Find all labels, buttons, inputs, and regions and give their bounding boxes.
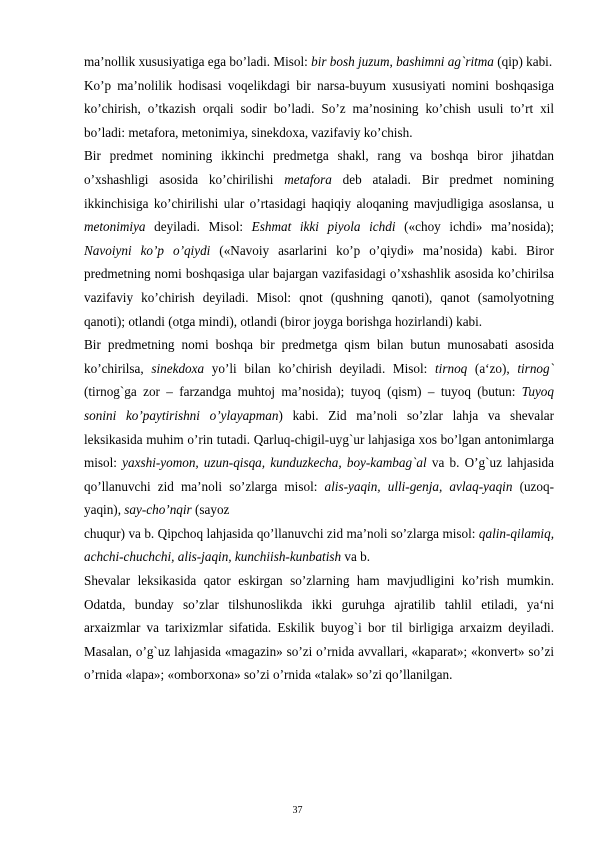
text-run: Ko’p ma’nolilik hodisasi voqelikdagi bir narsa-buyum xususiyati nomini boshqasiga ko’chirish, o’tkazish orqali sodir bo’ladi. So’z ma’nosining ko’chish usuli to’rt xil bo’ladi: metafora, metonimiya, sinekdoxa, vazifaviy ko’chish. <box>84 77 554 140</box>
page-body <box>84 50 554 687</box>
text-run: (sayoz <box>191 502 230 518</box>
italic-term: Navoiyni ko’p o’qiydi <box>84 242 211 258</box>
italic-term: say-cho’nqir <box>124 502 192 518</box>
italic-term: alis-yaqin, ulli-genja, avlaq-yaqin <box>324 478 513 494</box>
text-run: deyiladi. Misol: <box>145 219 252 235</box>
text-run: chuqur) va b. Qipchoq lahjasida qo’llanuvchi zid ma’noli so’zlarga misol: <box>84 525 479 541</box>
paragraph-2 <box>84 74 554 145</box>
text-run: Shevalar leksikasida qator eskirgan so’zlarning ham mavjudligini ko’rish mumkin. Odatda, bunday so’zlar tilshunoslikda ikki guruhga ajratilib tahlil etiladi, ya‘ni arxaizmlar va tarixizmlar sifatida. Eskilik buyog`i bor til birligiga arxaizm deyiladi. Masalan, o’g`uz lahjasida «magazin» so’zi o’rnida avvallari, «kaparat»; «konvert» so’zi o’rnida «lapa»; «omborxona» so’zi o’rnida «talak» so’zi qo’llanilgan. <box>84 573 554 683</box>
text-run: (uzoq-yaqin), <box>84 478 554 518</box>
text-run: (qip) kabi. <box>493 54 553 69</box>
text-run: Bir predmetning nomi boshqa bir predmetga qism bilan butun munosabati asosida ko’chirilsa, <box>84 337 554 376</box>
paragraph-4 <box>84 333 554 522</box>
text-run: Bir predmet nomining ikkinchi predmetga shakl, rang va boshqa biror jihatdan o’xshashligi asosida ko’chirilishi <box>84 148 554 187</box>
italic-term: Eshmat ikki piyola ichdi <box>251 219 396 235</box>
paragraph-3 <box>84 144 554 333</box>
italic-term: Tuyoq sonini ko’paytirishni o’ylayapman <box>84 384 554 423</box>
italic-term: tirnoq <box>435 360 468 376</box>
text-run: va b. O’g`uz lahjasida qo’llanuvchi zid ma’noli so’zlarga misol: <box>84 455 554 494</box>
italic-term: metafora <box>284 171 332 187</box>
paragraph-1 <box>84 50 554 74</box>
page-number: 37 <box>292 805 303 816</box>
text-run: («Navoiy asarlarini ko’p o’qiydi» ma’nosida) kabi. Biror predmetning nomi boshqasiga ular bajargan vazifasidagi o’xshashlik asosida ko’chirilsa vazifaviy ko’chirish deyiladi. Misol: qnot (qushning qanoti), qanot (samolyotning qanoti); otlandi (otga mindi), otlandi (biror joyga borishga hozirlandi) kabi. <box>84 242 554 329</box>
text-run: («choy ichdi» ma’nosida); <box>395 219 554 235</box>
paragraph-5 <box>84 522 554 569</box>
italic-term: sinekdoxa <box>151 360 205 376</box>
text-run: ) kabi. Zid ma’noli so’zlar lahja va shevalar leksikasida muhim o’rin tutadi. Qarluq-chigil-uyg`ur lahjasiga xos bo’lgan antonimlarga misol: <box>84 407 554 471</box>
italic-term: tirnog` <box>517 360 554 376</box>
italic-term: bir bosh juzum, bashimni ag`ritma <box>311 54 494 69</box>
text-run: va b. <box>341 549 371 565</box>
italic-term: metonimiya <box>84 219 146 235</box>
text-run: ma’nollik xususiyatiga ega bo’ladi. Misol: <box>84 54 312 69</box>
text-run: (a‘zo), <box>467 360 518 376</box>
paragraph-6 <box>84 569 554 687</box>
italic-term: yaxshi-yomon, uzun-qisqa, kunduzkecha, boy-kambag`al <box>122 455 427 471</box>
text-run: (tirnog`ga zor – farzandga muhtoj ma’nosida); tuyoq (qism) – tuyoq (butun: <box>84 384 522 400</box>
italic-term: qalin-qilamiq, achchi-chuchchi, alis-jaqin, kunchiish-kunbatish <box>84 525 554 565</box>
text-run: deb ataladi. Bir predmet nomining ikkinchisiga ko’chirilishi ular o’rtasidagi haqiqiy aloqaning mavjudligiga asoslansa, u <box>84 171 554 211</box>
text-run: yo’li bilan ko’chirish deyiladi. Misol: <box>204 360 436 376</box>
